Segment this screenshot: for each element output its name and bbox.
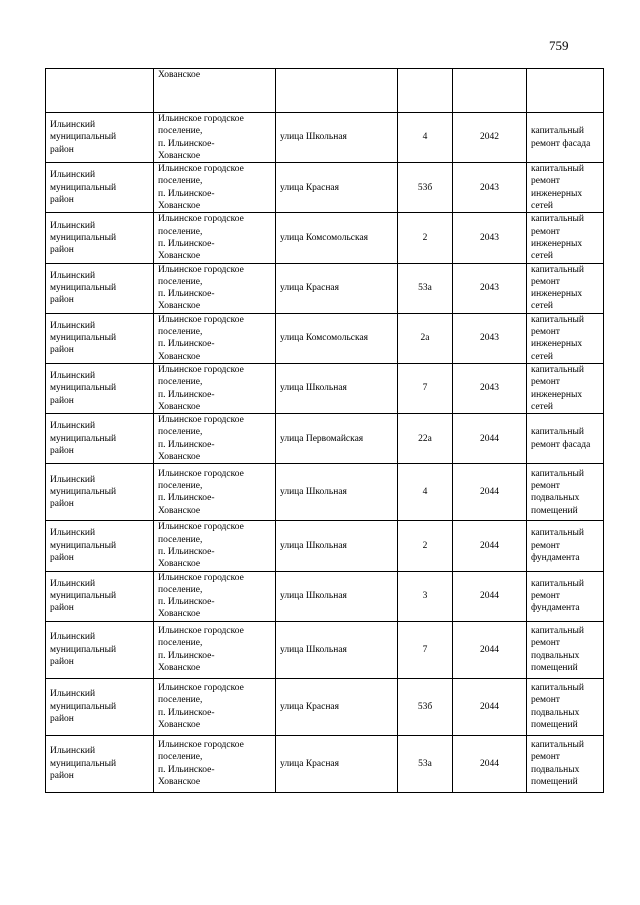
house-cell: [398, 313, 453, 363]
year-cell: [453, 414, 527, 464]
street-cell: [276, 735, 398, 792]
year-cell: [453, 521, 527, 571]
work-text: капитальный ремонт фундамента: [531, 528, 584, 564]
year-cell: [453, 735, 527, 792]
district-text: Ильинский муниципальный район: [50, 528, 117, 564]
year-text: 2044: [480, 540, 499, 551]
house-text: 7: [422, 644, 428, 655]
district-cell: [46, 464, 154, 521]
year-text: 2043: [480, 333, 499, 344]
street-cell: [276, 113, 398, 163]
street-text: улица Школьная: [280, 383, 347, 394]
year-text: 2043: [480, 283, 499, 293]
settlement-text: Ильинское городское поселение, п. Ильинское- Хованское: [158, 364, 244, 412]
district-cell: [46, 621, 154, 678]
house-text: 4: [422, 132, 428, 143]
house-cell: [398, 464, 453, 521]
settlement-cell: [154, 621, 276, 678]
street-text: улица Школьная: [280, 590, 347, 601]
year-cell: [453, 464, 527, 521]
settlement-text: Ильинское городское поселение, п. Ильинское- Хованское: [158, 114, 244, 161]
table-row: [46, 263, 604, 313]
settlement-text: Ильинское городское поселение, п. Ильинское- Хованское: [158, 415, 244, 463]
street-text: улица Школьная: [280, 644, 347, 655]
table-row: [46, 213, 604, 263]
district-cell: [46, 263, 154, 313]
street-cell: [276, 263, 398, 313]
work-text: капитальный ремонт инженерных сетей: [531, 264, 584, 312]
repair-schedule-table: [45, 68, 604, 793]
house-cell: [398, 414, 453, 464]
work-cell: [527, 263, 604, 313]
house-text: 7: [422, 383, 428, 394]
street-text: улица Комсомольская: [280, 232, 369, 243]
year-text: 2044: [480, 644, 499, 655]
work-text: капитальный ремонт фундамента: [531, 578, 584, 614]
district-text: Ильинский муниципальный район: [50, 120, 117, 155]
district-cell: [46, 363, 154, 413]
work-text: капитальный ремонт подвальных помещений: [531, 468, 584, 516]
table-row: [46, 414, 604, 464]
district-text: Ильинский муниципальный район: [50, 746, 117, 781]
settlement-cell: [154, 735, 276, 792]
street-cell: [276, 213, 398, 263]
house-cell: [398, 571, 453, 621]
year-cell: [453, 313, 527, 363]
house-cell: [398, 69, 453, 113]
year-cell: [453, 363, 527, 413]
settlement-cell: [154, 678, 276, 735]
work-cell: [527, 464, 604, 521]
house-cell: [398, 521, 453, 571]
settlement-cell: [154, 571, 276, 621]
house-text: 53б: [417, 182, 433, 193]
work-text: капитальный ремонт фасада: [531, 427, 591, 450]
street-cell: [276, 521, 398, 571]
year-cell: [453, 163, 527, 213]
settlement-text: Ильинское городское поселение, п. Ильинское- Хованское: [158, 164, 244, 212]
district-cell: [46, 571, 154, 621]
street-cell: [276, 414, 398, 464]
table-row: [46, 621, 604, 678]
settlement-cell: [154, 69, 276, 113]
street-text: улица Комсомольская: [280, 333, 369, 344]
district-cell: [46, 69, 154, 113]
house-text: 3: [422, 590, 428, 601]
street-cell: [276, 464, 398, 521]
street-cell: [276, 313, 398, 363]
street-text: улица Красная: [280, 182, 340, 193]
work-cell: [527, 678, 604, 735]
settlement-text: Ильинское городское поселение, п. Ильинское- Хованское: [158, 314, 244, 362]
district-text: Ильинский муниципальный район: [50, 270, 117, 306]
year-text: 2044: [480, 433, 499, 444]
settlement-cell: [154, 263, 276, 313]
house-cell: [398, 163, 453, 213]
street-cell: [276, 621, 398, 678]
year-text: 2044: [480, 758, 499, 769]
street-text: улица Красная: [280, 701, 340, 712]
table-row: [46, 163, 604, 213]
year-text: 2044: [480, 487, 499, 498]
street-cell: [276, 363, 398, 413]
work-cell: [527, 113, 604, 163]
year-cell: [453, 69, 527, 113]
work-cell: [527, 414, 604, 464]
work-cell: [527, 163, 604, 213]
year-cell: [453, 213, 527, 263]
table-row: [46, 313, 604, 363]
work-cell: [527, 621, 604, 678]
house-text: 53а: [418, 758, 432, 769]
settlement-text: Ильинское городское поселение, п. Ильинское- Хованское: [158, 740, 244, 787]
year-text: 2044: [480, 701, 499, 712]
district-text: Ильинский муниципальный район: [50, 421, 117, 456]
district-cell: [46, 113, 154, 163]
table-row: [46, 464, 604, 521]
district-cell: [46, 414, 154, 464]
settlement-cell: [154, 521, 276, 571]
district-cell: [46, 521, 154, 571]
district-text: Ильинский муниципальный район: [50, 689, 117, 724]
street-cell: [276, 69, 398, 113]
table-row: [46, 571, 604, 621]
table-row: [46, 678, 604, 735]
settlement-text: Ильинское городское поселение, п. Ильинское- Хованское: [158, 214, 244, 262]
district-text: Ильинский муниципальный район: [50, 320, 117, 356]
work-cell: [527, 69, 604, 113]
year-cell: [453, 263, 527, 313]
house-text: 2: [422, 540, 428, 551]
work-text: капитальный ремонт инженерных сетей: [531, 364, 584, 412]
work-text: капитальный ремонт инженерных сетей: [531, 164, 584, 212]
continuation-row: [46, 69, 604, 113]
district-text: Ильинский муниципальный район: [50, 578, 117, 614]
street-cell: [276, 163, 398, 213]
work-cell: [527, 313, 604, 363]
street-cell: [276, 571, 398, 621]
street-cell: [276, 678, 398, 735]
house-cell: [398, 735, 453, 792]
table-body: [46, 69, 604, 793]
house-text: 22а: [418, 433, 432, 444]
year-text: 2043: [480, 383, 499, 394]
year-text: 2043: [480, 232, 499, 243]
year-cell: [453, 621, 527, 678]
settlement-cell: [154, 363, 276, 413]
district-text: Ильинский муниципальный район: [50, 474, 117, 510]
house-cell: [398, 113, 453, 163]
page-number: 759: [549, 38, 569, 53]
street-text: улица Красная: [280, 283, 340, 293]
street-text: улица Первомайская: [280, 433, 364, 444]
house-cell: [398, 363, 453, 413]
settlement-text: Хованское: [158, 70, 201, 80]
work-text: капитальный ремонт подвальных помещений: [531, 683, 584, 730]
work-cell: [527, 213, 604, 263]
district-cell: [46, 163, 154, 213]
work-text: капитальный ремонт фасада: [531, 126, 591, 149]
settlement-text: Ильинское городское поселение, п. Ильинское- Хованское: [158, 522, 244, 570]
settlement-text: Ильинское городское поселение, п. Ильинское- Хованское: [158, 468, 244, 516]
settlement-text: Ильинское городское поселение, п. Ильинское- Хованское: [158, 572, 244, 620]
work-text: капитальный ремонт инженерных сетей: [531, 214, 584, 262]
table-row: [46, 735, 604, 792]
settlement-cell: [154, 313, 276, 363]
house-text: 2: [422, 232, 428, 243]
settlement-cell: [154, 213, 276, 263]
settlement-cell: [154, 464, 276, 521]
table-row: [46, 521, 604, 571]
district-text: Ильинский муниципальный район: [50, 371, 117, 406]
work-cell: [527, 735, 604, 792]
district-text: Ильинский муниципальный район: [50, 220, 117, 256]
settlement-text: Ильинское городское поселение, п. Ильинское- Хованское: [158, 264, 244, 312]
year-cell: [453, 678, 527, 735]
house-cell: [398, 213, 453, 263]
table-row: [46, 113, 604, 163]
work-cell: [527, 363, 604, 413]
house-cell: [398, 678, 453, 735]
work-text: капитальный ремонт подвальных помещений: [531, 626, 584, 673]
year-cell: [453, 113, 527, 163]
settlement-text: Ильинское городское поселение, п. Ильинское- Хованское: [158, 683, 244, 730]
district-cell: [46, 213, 154, 263]
house-cell: [398, 621, 453, 678]
work-cell: [527, 571, 604, 621]
year-text: 2043: [480, 182, 499, 193]
house-text: 53а: [418, 283, 432, 293]
district-cell: [46, 735, 154, 792]
work-text: капитальный ремонт подвальных помещений: [531, 740, 584, 787]
year-text: 2044: [480, 590, 499, 601]
house-text: 4: [422, 487, 428, 498]
district-cell: [46, 678, 154, 735]
street-text: улица Школьная: [280, 132, 347, 143]
work-cell: [527, 521, 604, 571]
settlement-text: Ильинское городское поселение, п. Ильинское- Хованское: [158, 626, 244, 673]
year-cell: [453, 571, 527, 621]
district-text: Ильинский муниципальный район: [50, 170, 117, 205]
district-cell: [46, 313, 154, 363]
house-text: 2а: [420, 333, 430, 344]
table-row: [46, 363, 604, 413]
settlement-cell: [154, 113, 276, 163]
street-text: улица Школьная: [280, 487, 347, 498]
street-text: улица Школьная: [280, 540, 347, 551]
district-text: Ильинский муниципальный район: [50, 632, 117, 667]
year-text: 2042: [480, 132, 499, 143]
work-text: капитальный ремонт инженерных сетей: [531, 314, 584, 362]
settlement-cell: [154, 163, 276, 213]
street-text: улица Красная: [280, 758, 340, 769]
house-cell: [398, 263, 453, 313]
house-text: 53б: [417, 701, 433, 712]
settlement-cell: [154, 414, 276, 464]
